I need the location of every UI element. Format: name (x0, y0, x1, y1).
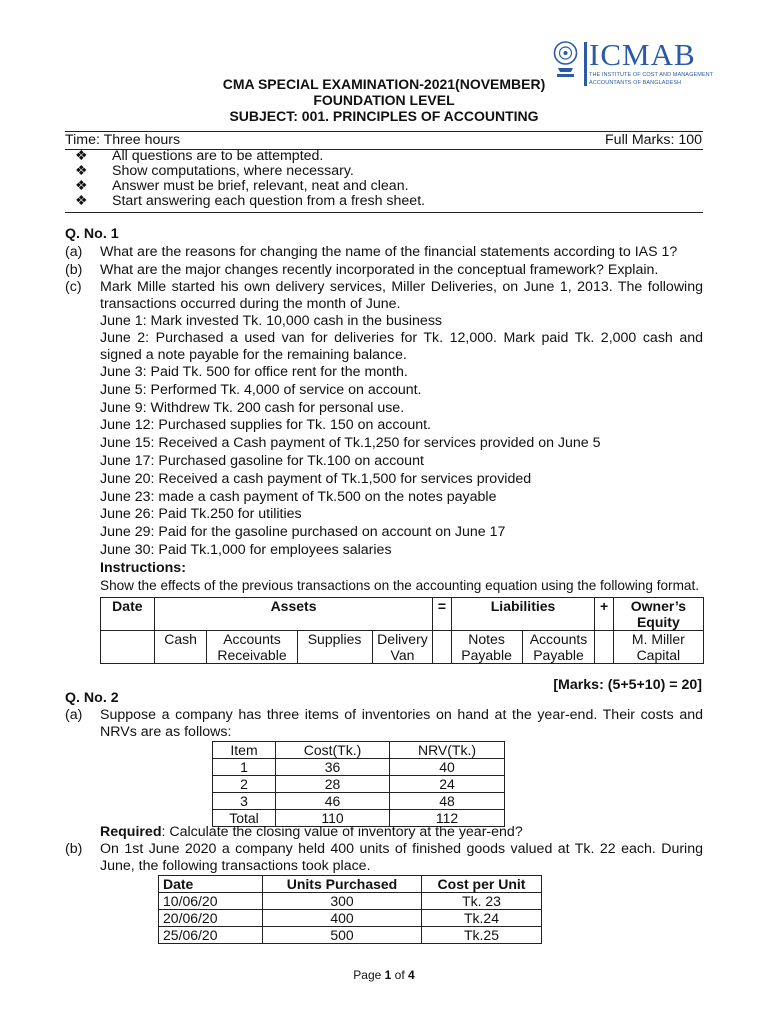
exam-subject: SUBJECT: 001. PRINCIPLES OF ACCOUNTING (229, 108, 539, 124)
instruction-item: ❖ Start answering each question from a fresh sheet. (75, 193, 426, 209)
purchase-header: Units Purchased (263, 876, 422, 893)
q1-instructions-text: Show the effects of the previous transactions on the accounting equation using the following format. (100, 578, 700, 593)
q1-b-text: What are the major changes recently incorporated in the conceptual framework? Explain. (100, 262, 659, 278)
purchase-header: Cost per Unit (422, 876, 542, 893)
transaction-line: June 15: Received a Cash payment of Tk.1,250 for services provided on June 5 (100, 435, 601, 451)
empty-cell (595, 631, 613, 664)
transaction-line: June 9: Withdrew Tk. 200 cash for personal use. (100, 400, 405, 416)
logo-wordmark: ICMAB (589, 37, 696, 72)
inv-header: Cost(Tk.) (276, 742, 390, 759)
exam-level: FOUNDATION LEVEL (313, 92, 455, 108)
sub-capital: M. Miller Capital (613, 631, 703, 664)
inv-header: NRV(Tk.) (390, 742, 505, 759)
empty-cell (101, 631, 155, 664)
q2-b-label: (b) (65, 841, 83, 857)
empty-cell (433, 631, 451, 664)
inv-header: Item (213, 742, 276, 759)
table-row: 3 46 48 (213, 793, 505, 810)
col-date: Date (101, 598, 155, 631)
q1-c-label: (c) (65, 279, 82, 295)
transaction-line: June 23: made a cash payment of Tk.500 on the notes payable (100, 489, 497, 505)
transaction-line: June 12: Purchased supplies for Tk. 150 on account. (100, 417, 431, 433)
col-liabilities: Liabilities (451, 598, 595, 631)
q2-a-label: (a) (65, 707, 83, 723)
table-row: 1 36 40 (213, 759, 505, 776)
table-row: 10/06/20 300 Tk. 23 (159, 893, 542, 910)
page-number: Page 1 of 4 (353, 968, 415, 982)
q2-b-text: On 1st June 2020 a company held 400 units of finished goods valued at Tk. 22 each. During June, the following transactions took place. (100, 841, 703, 875)
bullet-icon: ❖ (75, 178, 88, 194)
transaction-line: June 5: Performed Tk. 4,000 of service on account. (100, 382, 422, 398)
time-allowed: Time: Three hours (65, 132, 181, 148)
divider-instructions (65, 212, 703, 213)
q1-b-label: (b) (65, 262, 83, 278)
logo-subtitle-2: ACCOUNTANTS OF BANGLADESH (589, 80, 682, 86)
bullet-icon: ❖ (75, 163, 88, 179)
bullet-icon: ❖ (75, 148, 88, 164)
instruction-item: ❖ Answer must be brief, relevant, neat and clean. (75, 178, 409, 194)
inventory-table (212, 741, 505, 827)
col-equals: = (433, 598, 451, 631)
full-marks: Full Marks: 100 (605, 132, 702, 148)
sub-cash: Cash (154, 631, 207, 664)
col-owners-equity: Owner’s Equity (613, 598, 703, 631)
q1-a-text: What are the reasons for changing the name of the financial statements according to IAS 1? (100, 244, 678, 260)
bullet-icon: ❖ (75, 193, 88, 209)
sub-accounts-payable: Accounts Payable (522, 631, 595, 664)
instruction-item: ❖ Show computations, where necessary. (75, 163, 354, 179)
exam-title: CMA SPECIAL EXAMINATION-2021(NOVEMBER) (222, 76, 546, 92)
q2-a-text: Suppose a company has three items of inventories on hand at the year-end. Their costs and NRVs are as follows: (100, 707, 703, 741)
purchases-table (158, 875, 542, 944)
sub-accounts-receivable: Accounts Receivable (207, 631, 297, 664)
q2-title: Q. No. 2 (65, 690, 119, 706)
table-row: 2 28 24 (213, 776, 505, 793)
accounting-equation-table (100, 597, 704, 664)
logo-subtitle-1: THE INSTITUTE OF COST AND MANAGEMENT (589, 72, 714, 78)
sub-delivery-van: Delivery Van (372, 631, 433, 664)
seal-icon (552, 40, 579, 80)
transaction-line: June 2: Purchased a used van for deliveries for Tk. 12,000. Mark paid Tk. 2,000 cash and signed a note payable for the remaining balance. (100, 330, 703, 364)
transaction-line: June 30: Paid Tk.1,000 for employees salaries (100, 542, 392, 558)
table-row: 25/06/20 500 Tk.25 (159, 927, 542, 944)
table-row: 20/06/20 400 Tk.24 (159, 910, 542, 927)
transaction-line: June 3: Paid Tk. 500 for office rent for the month. (100, 364, 408, 380)
sub-notes-payable: Notes Payable (451, 631, 522, 664)
instruction-item: ❖ All questions are to be attempted. (75, 148, 324, 164)
purchase-header: Date (159, 876, 263, 893)
transaction-line: June 29: Paid for the gasoline purchased on account on June 17 (100, 524, 506, 540)
sub-supplies: Supplies (297, 631, 372, 664)
transaction-line: June 1: Mark invested Tk. 10,000 cash in the business (100, 313, 443, 329)
q1-a-label: (a) (65, 244, 83, 260)
transaction-line: June 26: Paid Tk.250 for utilities (100, 506, 302, 522)
q1-c-text: Mark Mille started his own delivery services, Miller Deliveries, on June 1, 2013. The following transactions occurred during the month of June. (100, 279, 703, 313)
transaction-line: June 17: Purchased gasoline for Tk.100 on account (100, 453, 424, 469)
col-assets: Assets (154, 598, 433, 631)
q2-required: Required: Calculate the closing value of inventory at the year-end? (100, 824, 523, 840)
table-row: Total 110 112 (213, 810, 505, 827)
q1-title: Q. No. 1 (65, 226, 119, 242)
q1-instructions-heading: Instructions: (100, 560, 186, 576)
col-plus: + (595, 598, 613, 631)
transaction-line: June 20: Received a cash payment of Tk.1,500 for services provided (100, 471, 532, 487)
q1-marks: [Marks: (5+5+10) = 20] (553, 677, 702, 693)
